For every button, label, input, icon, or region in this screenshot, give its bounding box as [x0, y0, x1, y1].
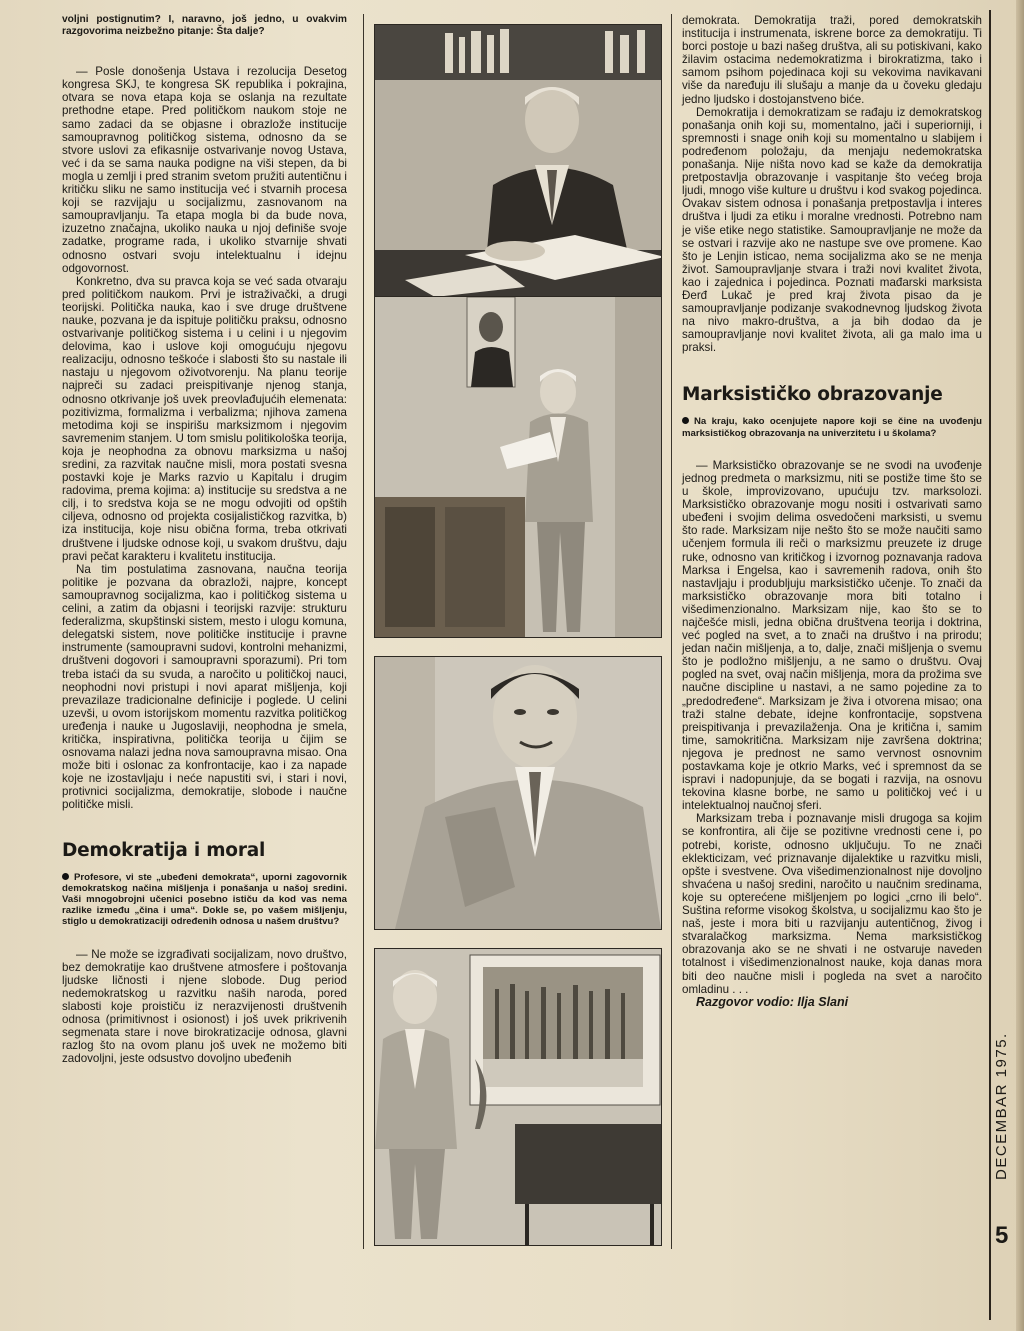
subhead-marxist-education: Marksističko obrazovanje: [682, 384, 943, 406]
photo-closeup: [374, 656, 662, 930]
article-column-left: [62, 14, 347, 1065]
photo-standing-painting: [374, 948, 662, 1246]
column-divider: [671, 14, 672, 1249]
interview-question: [62, 872, 347, 928]
paragraph: Na tim postulatima zasnovana, naučna teorija politike je pozvana da obrazloži, najpre, koncept samoupravnog socijalizma, kao i političkog sistema u celini, a zatim da objasni i teorijski razvije: strukturu federalizma, skupštinski sistem, mesto i ulogu komuna, delegatski sistem, nove političke institucije i pravne instrumente (samoupravni sudovi, kontrolni mehanizmi, društveni dogovori i samoupravni sporazumi). Pri tom treba istaći da su svuda, a naročito u političkoj nauci, neophodni novi pristupi i novi aparat mišljenja, koji prevazilaze tradicionalne definicije i poglede. U celini uzevši, u ovom istorijskom momentu razvitka političkog uređenja i nauke u Jugoslaviji, neophodna je smela, kritička, inspirativna, politička teorija u čijim se osnovama nalazi jedna nova samoupravna misao. Ona može biti i oslonac za konfrontacije, kao i za napade koje ne izostavljaju i neće napustiti svi, i stari i novi, protivnici socijalizma, demokratije, slobode i naučne političke misli.: [62, 562, 347, 812]
paragraph: — Posle donošenja Ustava i rezolucija Desetog kongresa SKJ, te kongresa SK republika i pokrajina, otvara se nova etapa koja se oslanja na rezultate prethodne etape. Pred političkom naukom stoje ne samo zadaci da se objasne i obrazlože institucije samoupravnog političkog sistema, odnosno da se stvore uslovi za efikasnije ostvarivanje novog Ustava, već i da se sama nauka podigne na viši stepen, da bi mogla u zemlji i pred stranim svetom pružiti autentičnu i kritičku sliku ne samo institucija već i stvarnih procesa koji se razvijaju u socijalizmu, zasnovanom na samoupravljanju. Ta etapa mogla bi da bude nova, izuzetno značajna, ukoliko nauka u njoj definiše svoje zadatke, programe rada, i ukoliko stvarnije shvati odnosno ostvari svoju intelektualnu i idejnu odgovornost.: [62, 65, 347, 275]
page-number: 5: [995, 1222, 1009, 1249]
paragraph: Demokratija i demokratizam se rađaju iz demokratskog ponašanja onih koji su, momentalno, jači i superiorniji, i spremnosti i snage onih koji su momentalno u slabijem i podređenom položaju, da menjaju nedemokratska ponašanja. Nije ništa novo kad se kaže da demokratija pretpostavlja obrazovanje i vaspitanje što većeg broja ljudi, mnogo više kulture u društvu i kod svakog pojedinca. Ovakav sistem odnosa i ponašanja pretpostavlja i interes društva i ljudi za etiku i moralne vrednosti. Potrebno nam je više etike nego statistike. Samoupravljanje ne može da se ostvari i razvije ako ne nastupe sve ove promene. Kao što je Lenjin isticao, nema socijalizma ako se ne menja život. Samoupravljanje stvara i traži novi kvalitet života, kao i zajednica i pojedinca. Poznati mađarski marksista Đerđ Lukač je pred kraj života pisao da je samoupravljanje podizanje svakodnevnog ljudskog života na nivo makro-društva, a ja bih dodao da je samoupravljanje novi kvalitet života, ali ga malo ima u praksi.: [682, 105, 982, 355]
subhead-democracy: Demokratija i moral: [62, 839, 266, 861]
paragraph: — Marksističko obrazovanje se ne svodi na uvođenje jednog predmeta o marksizmu, niti se postiže time što se u škole, improvizovano, upućuju tzv. marksolozi. Marksističko obrazovanje mogu nositi i ostvarivati samo ubeđeni i svojim delima osvedočeni marksisti, u svemu što rade. Marksizam nije nešto što se može naučiti samo učenjem formula ili reči o marksizmu preuzete iz druge ruke, odnosno van kritičkog i izvornog poznavanja radova Marksa i Engelsa, kao i savremenih radova, onih što nastavljaju i produbljuju marksističko učenje. To znači da marksističko obrazovanje mora biti totalno i višedimenzionalno. Marksizam nije, kao što se to najčešće misli, jedna obična društvena teorija i doktrina, već pogled na svet, a to znači na društvo i na prirodu; jedan način mišljenja, a to, dalje, znači mišljenja o svemu što je podložno mišljenju, a ne samo o društvu. Ovaj pogled na svet, ovaj način mišljenja, mora da prožima sve naučne discipline u nastavi, a ne samo pojedine za to „predodređene“. Marksizam je živa i otvorena misao; ona traži stalne debate, idejne konfrontacije, sopstvena preispitivanja i prevazilaženja. Ona je kritična i, samim time, samokritična. Marksizam nije završena doktrina; njegova je prednost ne samo vervnost osnovnim postavkama koje je otkrio Marks, već i spremnost da se ispravi i nadopunjuje, da se bogati i razvija, na osnovu tekovina klasne borbe, ne samo u političkoj već i u intelektualnoj naučnoj sferi.: [682, 458, 982, 813]
issue-date: DECEMBAR 1975.: [993, 1032, 1010, 1180]
margin-rule: [989, 10, 991, 1320]
lead-question: voljni postignutim? I, naravno, još jedno, u ovakvim razgovorima neizbežno pitanje: Šta dalje?: [62, 14, 347, 37]
paragraph: Konkretno, dva su pravca koja se već sada otvaraju pred političkom naukom. Prvi je istraživački, a drugi teorijski. Politička nauka, kao i sve druge društvene nauke, pozvana je da ispituje političku praksu, odnosno ostvarivanje političkog sistema i u celini i u njegovim delovima, kao i uslove koji omogućuju njegovu realizaciju, odnosno teškoće i slabosti što su nastale ili nastaju u njegovom oživotvorenju. Na planu teorije najpreči su zadaci preispitivanje njenog stanja, odnosno otkrivanje još uvek preovlađujućih elemenata: pozitivizma, formalizma i verbalizma; njihova zamena metodima koji se inspirišu marksizmom i njegovim savremenim stanjem. U tom smislu politikološka teorija, koja je neophodna za obnovu marksizma u našoj sredini, za razvitak naučne misli, mora postati svesna postavki koje je Marks razvio u Kapitalu i drugim radovima, prema kojima: a) institucije su sredstva a ne cilj, i to sredstva koja se ne mogu odvojiti od opštih ciljeva, odnosno od projekta cosijalističkog razvitka, b) iza institucija, koje nisu obična forma, treba otkrivati društvene i ljudske odnose koji, u svakom društvu, daju pravi pečat karakteru i kvalitetu institucija.: [62, 274, 347, 563]
photo-at-desk: [374, 24, 662, 298]
paragraph: demokrata. Demokratija traži, pored demokratskih institucija i instrumenata, iskrene borce za demokratiju. Ti borci postoje u bazi našeg društva, ali su potiskivani, kako žilavim ostacima nedemokratizma i birokratizma, tako i samom psihom pojedinaca koji su vekovima navikavani više da naređuju ili slušaju a manje da u čoveku gledaju jedno ljudsko i dostojanstveno biće.: [682, 14, 982, 106]
page-edge: [1016, 0, 1024, 1331]
photo-standing-bookcase: [374, 296, 662, 638]
paragraph: — Ne može se izgrađivati socijalizam, novo društvo, bez demokratije kao društvene atmosfere i poštovanja ljudske ličnosti i njene slobode. Dug period nedemokratskog u razvitku naših naroda, pored slabosti koje proističu iz nerazvijenosti društvenih odnosa (primitivnost i osionost) i još uvek prikrivenih segmenata stare i nove birokratizacije odnosa, glavni razlog što na ovom planu još uvek ne možemo biti zadovoljni, jeste odsustvo dovoljno ubeđenih: [62, 947, 347, 1066]
column-divider: [363, 14, 364, 1249]
byline: Razgovor vodio: Ilja Slani: [696, 994, 849, 1009]
bullet-icon: [62, 873, 69, 880]
article-column-right: [682, 14, 982, 1009]
bullet-icon: [682, 417, 689, 424]
question-text: Profesore, vi ste „ubeđeni demokrata“, uporni zagovornik demokratskog načina mišljenja i ponašanja u našoj sredini. Vaši mnogobrojni učenici posebno ističu da kod vas nema razlike između „čina i uma“. Dokle se, po vašem mišljenju, stiglo u demokratizaciji određenih odnosa u našem društvu?: [62, 871, 347, 928]
interview-question: [682, 416, 982, 438]
paragraph: Marksizam treba i poznavanje misli drugoga sa kojim se konfrontira, ali čije se pozitivne vrednosti cene i, po potrebi, koriste, odnosno uključuju. To ne znači eklekticizam, već priznavanje dijalektike u razvitku misli, opšte i svestvene. Ova višedimenzionalnost nije dovoljno shvaćena u našoj sredini, naročito u naučnim sredinama, koje su opterećene mišljenjem po logici „crno ili belo“. Suština reforme visokog školstva, u socijalizmu kao što je naš, jeste i mora biti u razvijanju autentičnog, živog i stvaralačkog marksizma. Nema marksističkog obrazovanja ako se ne shvati i ne ostvaruje naveden totalnost i višedimenzionalnost nauke, koja danas mora biti deo naučne misli i pogleda na svet a naročito omladinu . . .: [682, 812, 982, 996]
question-text: Na kraju, kako ocenjujete napore koji se čine na uvođenju marksističkog obrazovanja na univerzitetu i u školama?: [682, 416, 982, 439]
